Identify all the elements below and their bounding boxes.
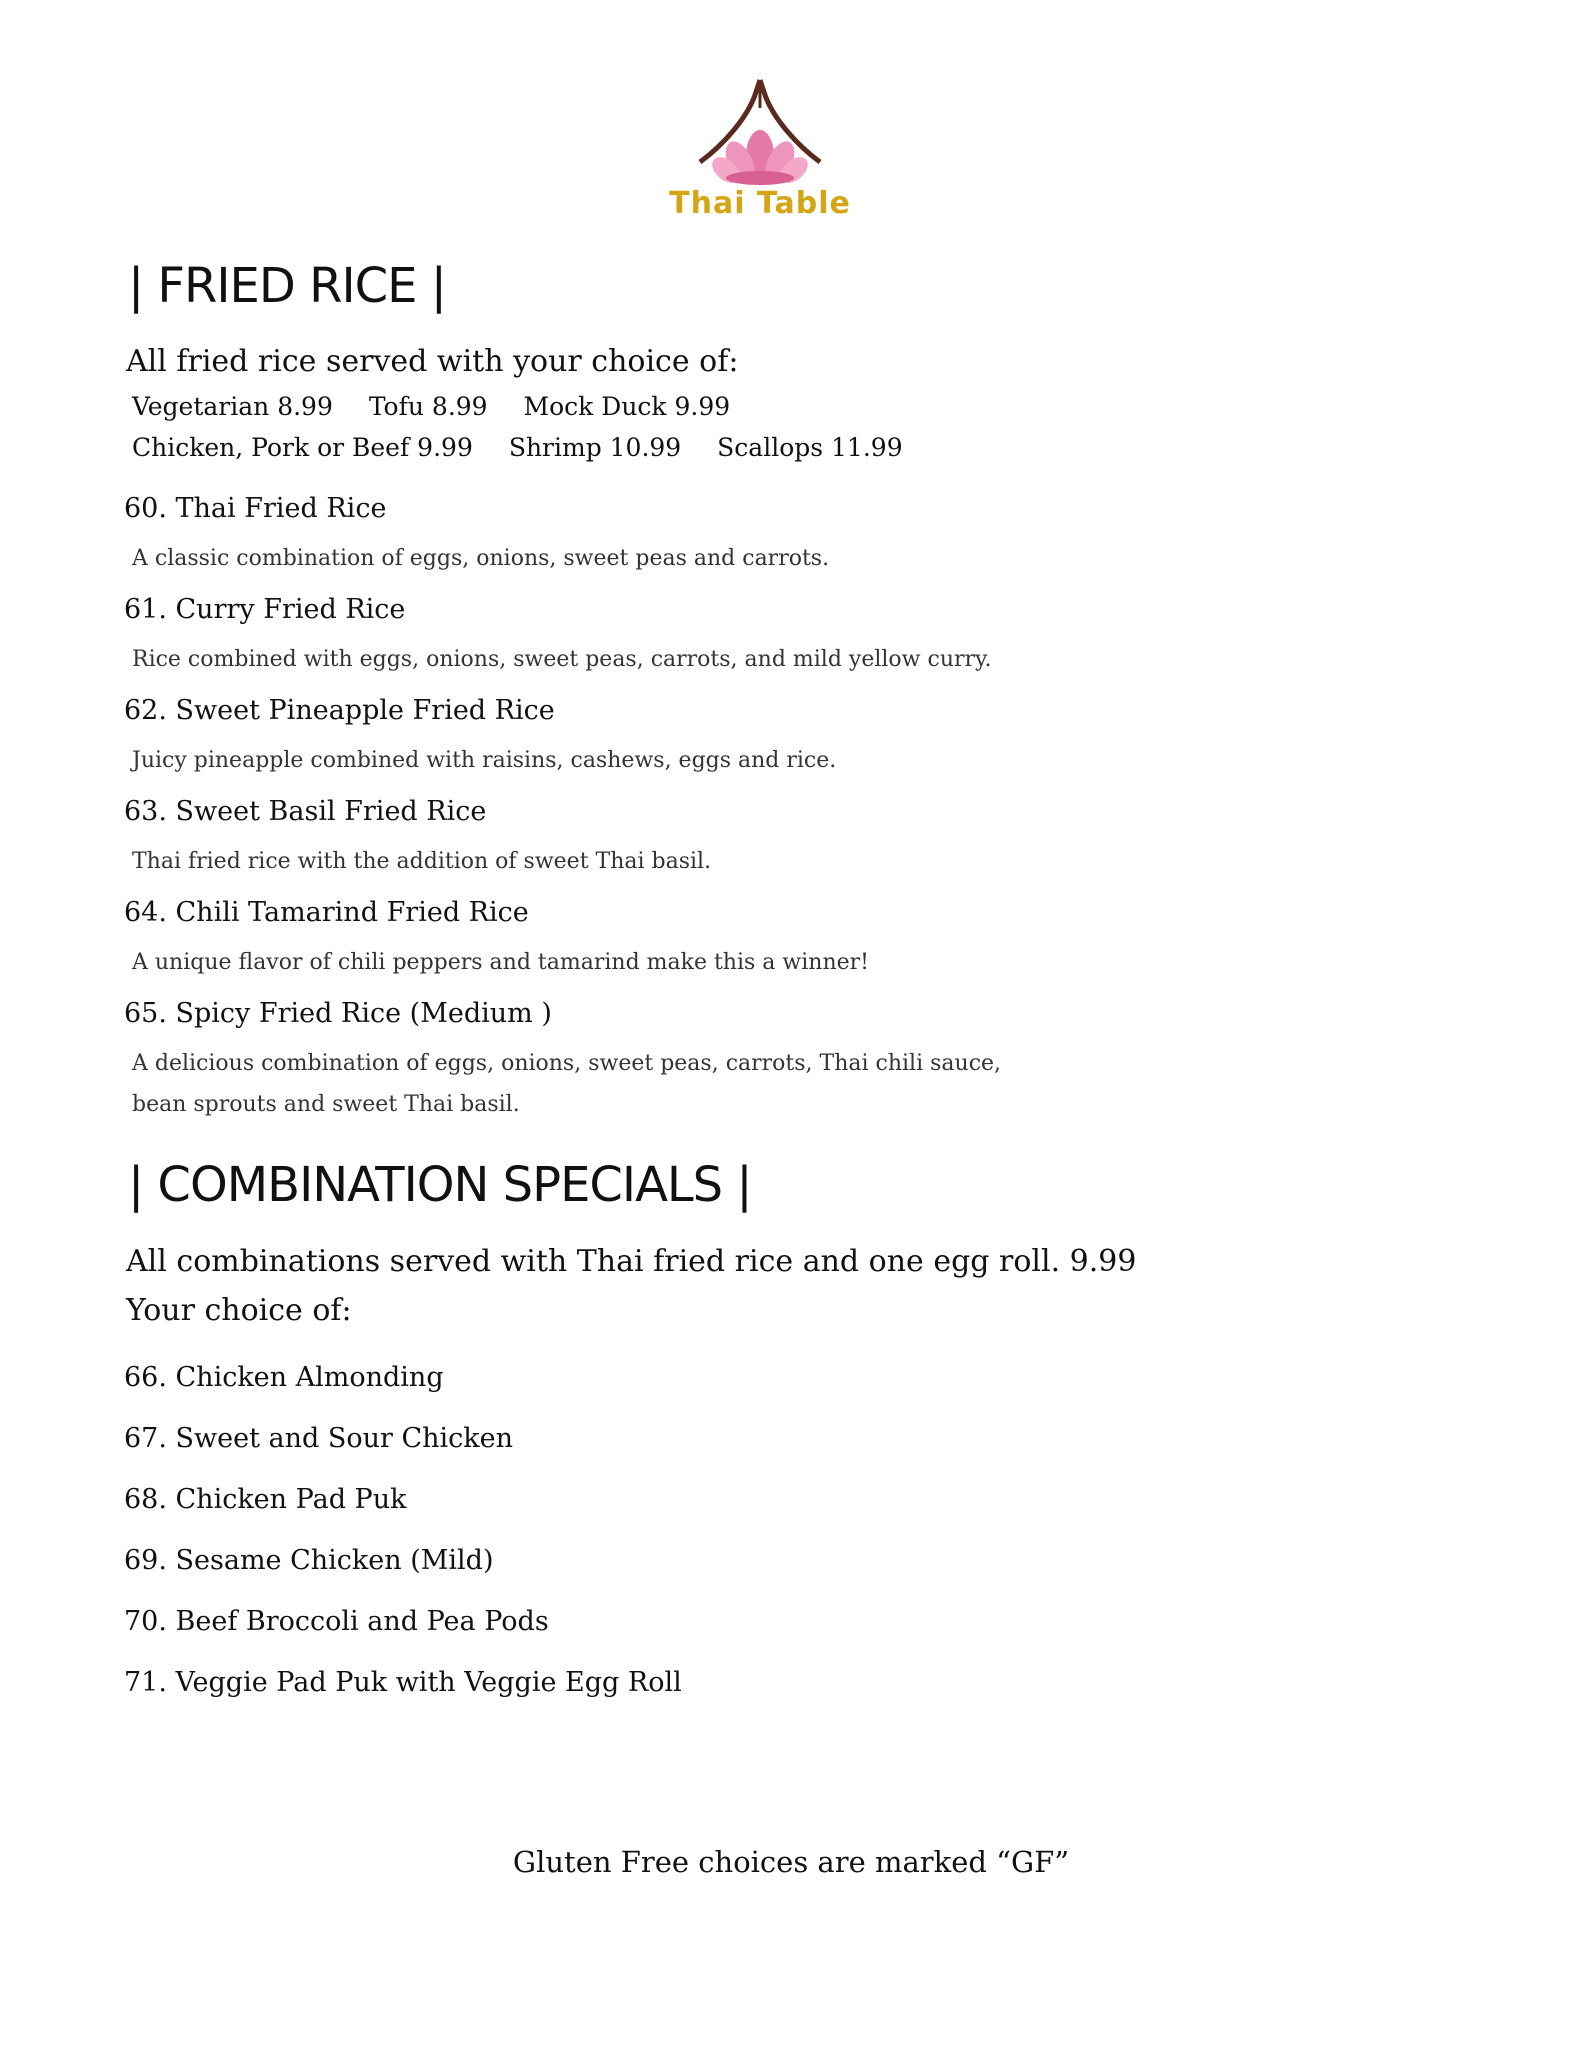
choice-mock-duck: Mock Duck 9.99	[523, 392, 731, 421]
menu-item	[124, 998, 1052, 1125]
menu-item	[124, 594, 1052, 680]
item-description: A classic combination of eggs, onions, sweet peas and carrots.	[132, 546, 830, 571]
item-name: 61. Curry Fried Rice	[124, 594, 406, 625]
combo-item: 70. Beef Broccoli and Pea Pods	[124, 1606, 549, 1637]
item-description: Juicy pineapple combined with raisins, cashews, eggs and rice.	[132, 748, 837, 773]
menu-item	[124, 493, 1052, 579]
choice-vegetarian: Vegetarian 8.99	[132, 392, 333, 421]
menu-item	[124, 897, 1052, 983]
combination-choice-label: Your choice of:	[126, 1293, 352, 1328]
item-description: A delicious combination of eggs, onions, sweet peas, carrots, Thai chili sauce, bean sprouts and sweet Thai basil.	[132, 1051, 1002, 1117]
menu-item	[124, 796, 1052, 882]
combo-item: 71. Veggie Pad Puk with Veggie Egg Roll	[124, 1667, 682, 1698]
fried-rice-title: | FRIED RICE |	[128, 258, 446, 314]
combo-item: 69. Sesame Chicken (Mild)	[124, 1545, 494, 1576]
choice-tofu: Tofu 8.99	[368, 392, 488, 421]
thai-roof-lotus-icon	[660, 78, 860, 188]
menu-item	[124, 695, 1052, 781]
choice-chicken-pork-beef: Chicken, Pork or Beef 9.99	[132, 433, 473, 462]
item-name: 63. Sweet Basil Fried Rice	[124, 796, 487, 827]
combination-title: | COMBINATION SPECIALS |	[128, 1157, 752, 1213]
combination-intro: All combinations served with Thai fried rice and one egg roll. 9.99	[126, 1244, 1137, 1279]
item-name: 65. Spicy Fried Rice (Medium )	[124, 998, 552, 1029]
choices-line-1	[132, 392, 758, 421]
item-name: 64. Chili Tamarind Fried Rice	[124, 897, 529, 928]
gluten-free-note: Gluten Free choices are marked “GF”	[512, 1845, 1070, 1879]
item-description: A unique flavor of chili peppers and tamarind make this a winner!	[132, 950, 869, 975]
choice-shrimp: Shrimp 10.99	[508, 433, 682, 462]
choice-scallops: Scallops 11.99	[717, 433, 903, 462]
fried-rice-intro: All fried rice served with your choice of:	[126, 344, 739, 379]
choices-line-2	[132, 433, 931, 462]
item-description: Thai fried rice with the addition of sweet Thai basil.	[132, 849, 712, 874]
combo-item: 68. Chicken Pad Puk	[124, 1484, 407, 1515]
combo-item: 66. Chicken Almonding	[124, 1362, 444, 1393]
item-description: Rice combined with eggs, onions, sweet peas, carrots, and mild yellow curry.	[132, 647, 992, 672]
item-name: 60. Thai Fried Rice	[124, 493, 387, 524]
combo-item: 67. Sweet and Sour Chicken	[124, 1423, 514, 1454]
item-name: 62. Sweet Pineapple Fried Rice	[124, 695, 555, 726]
logo	[660, 78, 860, 221]
logo-text: Thai Table	[669, 186, 851, 221]
